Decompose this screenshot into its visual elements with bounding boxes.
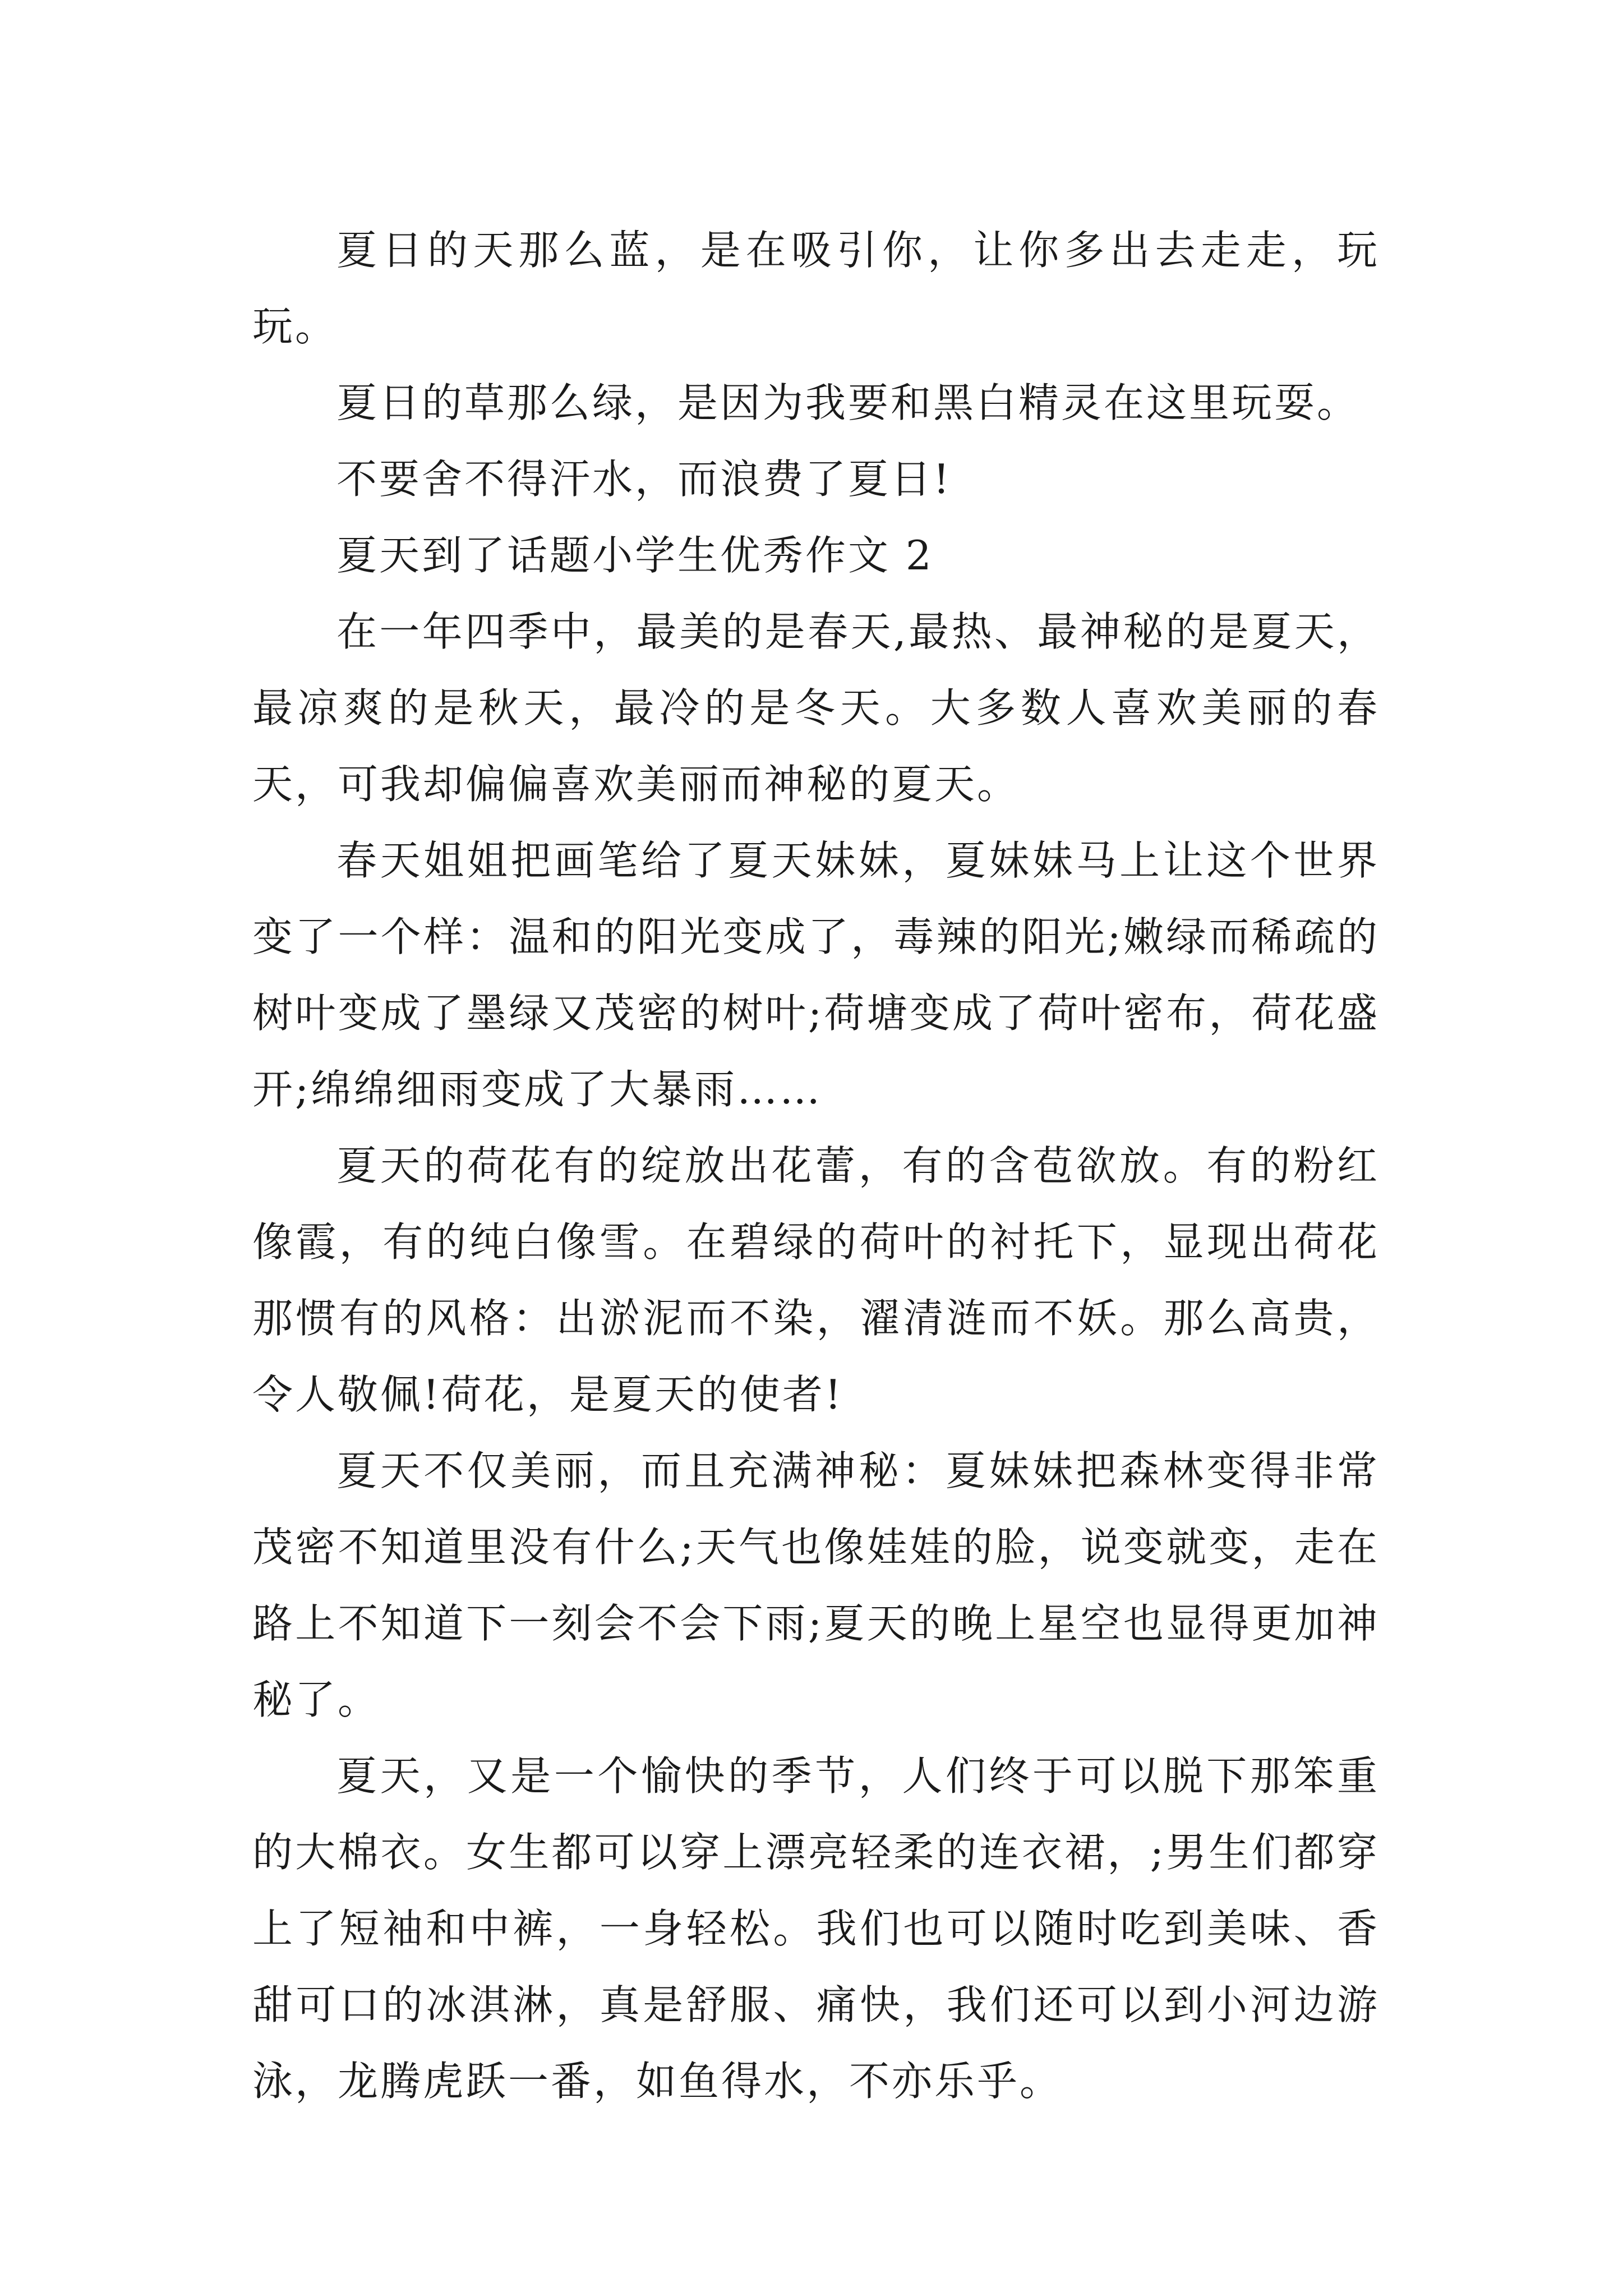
section-title: 夏天到了话题小学生优秀作文 2 — [336, 532, 934, 579]
paragraph: 夏天的荷花有的绽放出花蕾，有的含苞欲放。有的粉红像霞，有的纯白像雪。在碧绿的荷叶的衬托下，显现出荷花那惯有的风格：出淤泥而不染，濯清涟而不妖。那么高贵，令人敬佩!荷花，是夏天的使者! — [252, 1142, 1380, 1418]
document-body — [252, 212, 1380, 2119]
paragraph: 在一年四季中，最美的是春天,最热、最神秘的是夏天，最凉爽的是秋天，最冷的是冬天。大多数人喜欢美丽的春天，可我却偏偏喜欢美丽而神秘的夏天。 — [252, 608, 1380, 808]
paragraph: 春天姐姐把画笔给了夏天妹妹，夏妹妹马上让这个世界变了一个样：温和的阳光变成了，毒辣的阳光;嫩绿而稀疏的树叶变成了墨绿又茂密的树叶;荷塘变成了荷叶密布，荷花盛开;绵绵细雨变成了大暴雨…… — [252, 837, 1380, 1113]
paragraph: 不要舍不得汗水，而浪费了夏日! — [336, 455, 952, 503]
paragraph: 夏天，又是一个愉快的季节，人们终于可以脱下那笨重的大棉衣。女生都可以穿上漂亮轻柔的连衣裙，;男生们都穿上了短袖和中裤，一身轻松。我们也可以随时吃到美味、香甜可口的冰淇淋，真是舒服、痛快，我们还可以到小河边游泳，龙腾虎跃一番，如鱼得水，不亦乐乎。 — [252, 1752, 1380, 2105]
paragraph: 夏天不仅美丽，而且充满神秘：夏妹妹把森林变得非常茂密不知道里没有什么;天气也像娃娃的脸，说变就变，走在路上不知道下一刻会不会下雨;夏天的晚上星空也显得更加神秘了。 — [252, 1447, 1380, 1723]
paragraph: 夏日的草那么绿，是因为我要和黑白精灵在这里玩耍。 — [336, 379, 1360, 426]
paragraph: 夏日的天那么蓝，是在吸引你，让你多出去走走，玩玩。 — [252, 227, 1380, 350]
